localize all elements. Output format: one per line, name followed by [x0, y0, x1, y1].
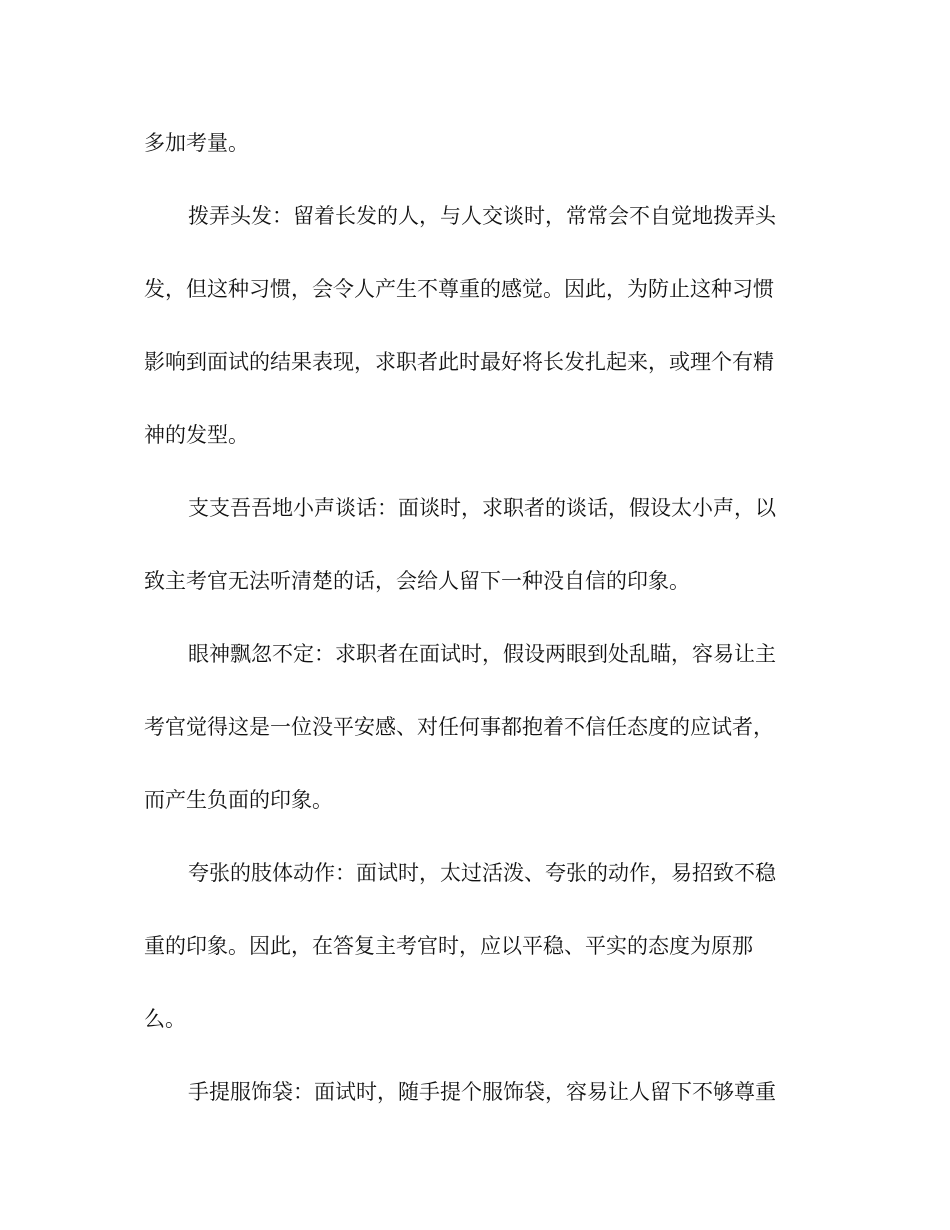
text-line: 多加考量。 — [144, 131, 249, 155]
paragraph-first-line: 支支吾吾地小声谈话：面谈时，求职者的谈话，假设太小声，以 — [188, 496, 776, 520]
paragraph-first-line: 眼神飘忽不定：求职者在面试时，假设两眼到处乱瞄，容易让主 — [188, 642, 776, 666]
text-line: 重的印象。因此，在答复主考官时，应以平稳、平实的态度为原那 — [144, 934, 753, 958]
paragraph-first-line: 手提服饰袋：面试时，随手提个服饰袋，容易让人留下不够尊重 — [188, 1080, 776, 1104]
paragraph-first-line: 夸张的肢体动作：面试时，太过活泼、夸张的动作，易招致不稳 — [188, 861, 776, 885]
document-body — [144, 120, 804, 1142]
text-line: 么。 — [144, 1007, 186, 1031]
text-line: 影响到面试的结果表现，求职者此时最好将长发扎起来，或理个有精 — [144, 350, 774, 374]
text-line: 致主考官无法听清楚的话，会给人留下一种没自信的印象。 — [144, 569, 690, 593]
paragraph-first-line: 拨弄头发：留着长发的人，与人交谈时，常常会不自觉地拨弄头 — [188, 204, 776, 228]
text-line: 发，但这种习惯，会令人产生不尊重的感觉。因此，为防止这种习惯 — [144, 277, 774, 301]
text-line: 神的发型。 — [144, 423, 249, 447]
text-line: 而产生负面的印象。 — [144, 788, 333, 812]
text-line: 考官觉得这是一位没平安感、对任何事都抱着不信任态度的应试者， — [144, 715, 774, 739]
